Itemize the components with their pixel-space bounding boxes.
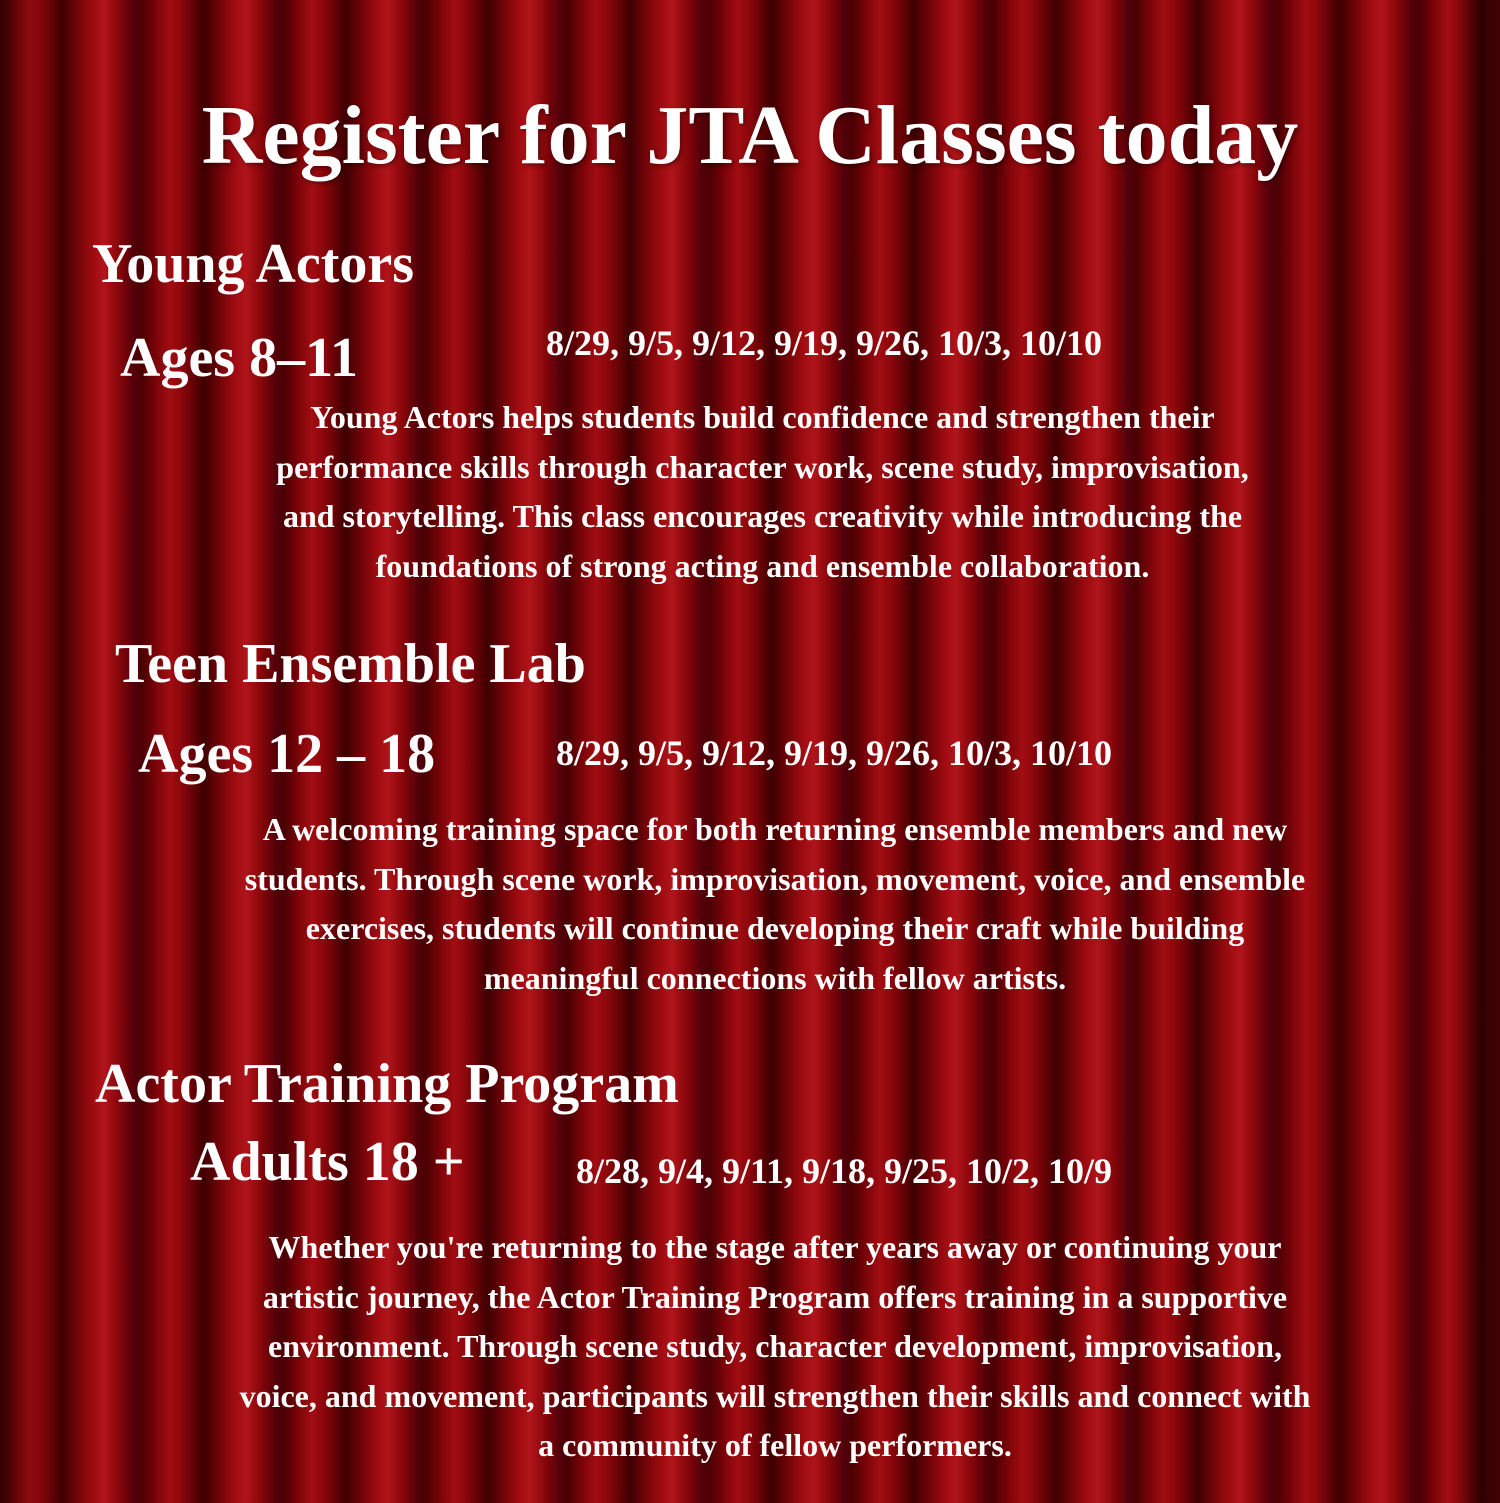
description-line: performance skills through character work, scene study, improvisation, — [276, 448, 1249, 485]
description-line: Young Actors helps students build confidence and strengthen their — [310, 399, 1215, 435]
description-line: voice, and movement, participants will strengthen their skills and connect with — [239, 1377, 1311, 1414]
description-line: a community of fellow performers. — [538, 1427, 1012, 1463]
description-line: artistic journey, the Actor Training Program offers training in a supportive — [262, 1278, 1288, 1315]
description-line: A welcoming training space for both returning ensemble members and new — [262, 811, 1288, 847]
description-line: exercises, students will continue developing their craft while building — [305, 910, 1245, 946]
actor-training-program-description — [0, 1223, 1500, 1471]
actor-training-program-dates: 8/28, 9/4, 9/11, 9/18, 9/25, 10/2, 10/9 — [576, 1151, 1113, 1191]
flyer-title: Register for JTA Classes today — [201, 89, 1299, 182]
young-actors-description — [0, 393, 1500, 591]
description-line: environment. Through scene study, character development, improvisation, — [268, 1328, 1282, 1364]
teen-ensemble-lab-ages: Ages 12 – 18 — [138, 723, 436, 785]
teen-ensemble-lab-dates: 8/29, 9/5, 9/12, 9/19, 9/26, 10/3, 10/10 — [556, 733, 1113, 773]
actor-training-program-heading: Actor Training Program — [95, 1053, 679, 1115]
description-line: foundations of strong acting and ensemble collaboration. — [375, 547, 1150, 584]
description-line: and storytelling. This class encourages creativity while introducing the — [282, 498, 1243, 534]
young-actors-heading: Young Actors — [92, 233, 415, 295]
actor-training-program-ages: Adults 18 + — [190, 1131, 465, 1193]
description-line: meaningful connections with fellow artists. — [483, 959, 1067, 996]
teen-ensemble-lab-heading: Teen Ensemble Lab — [115, 633, 586, 695]
description-line: Whether you're returning to the stage after years away or continuing your — [268, 1229, 1282, 1265]
young-actors-ages: Ages 8–11 — [120, 327, 358, 389]
young-actors-dates: 8/29, 9/5, 9/12, 9/19, 9/26, 10/3, 10/10 — [546, 323, 1103, 363]
teen-ensemble-lab-description — [0, 805, 1500, 1003]
description-line: students. Through scene work, improvisation, movement, voice, and ensemble — [244, 860, 1306, 897]
